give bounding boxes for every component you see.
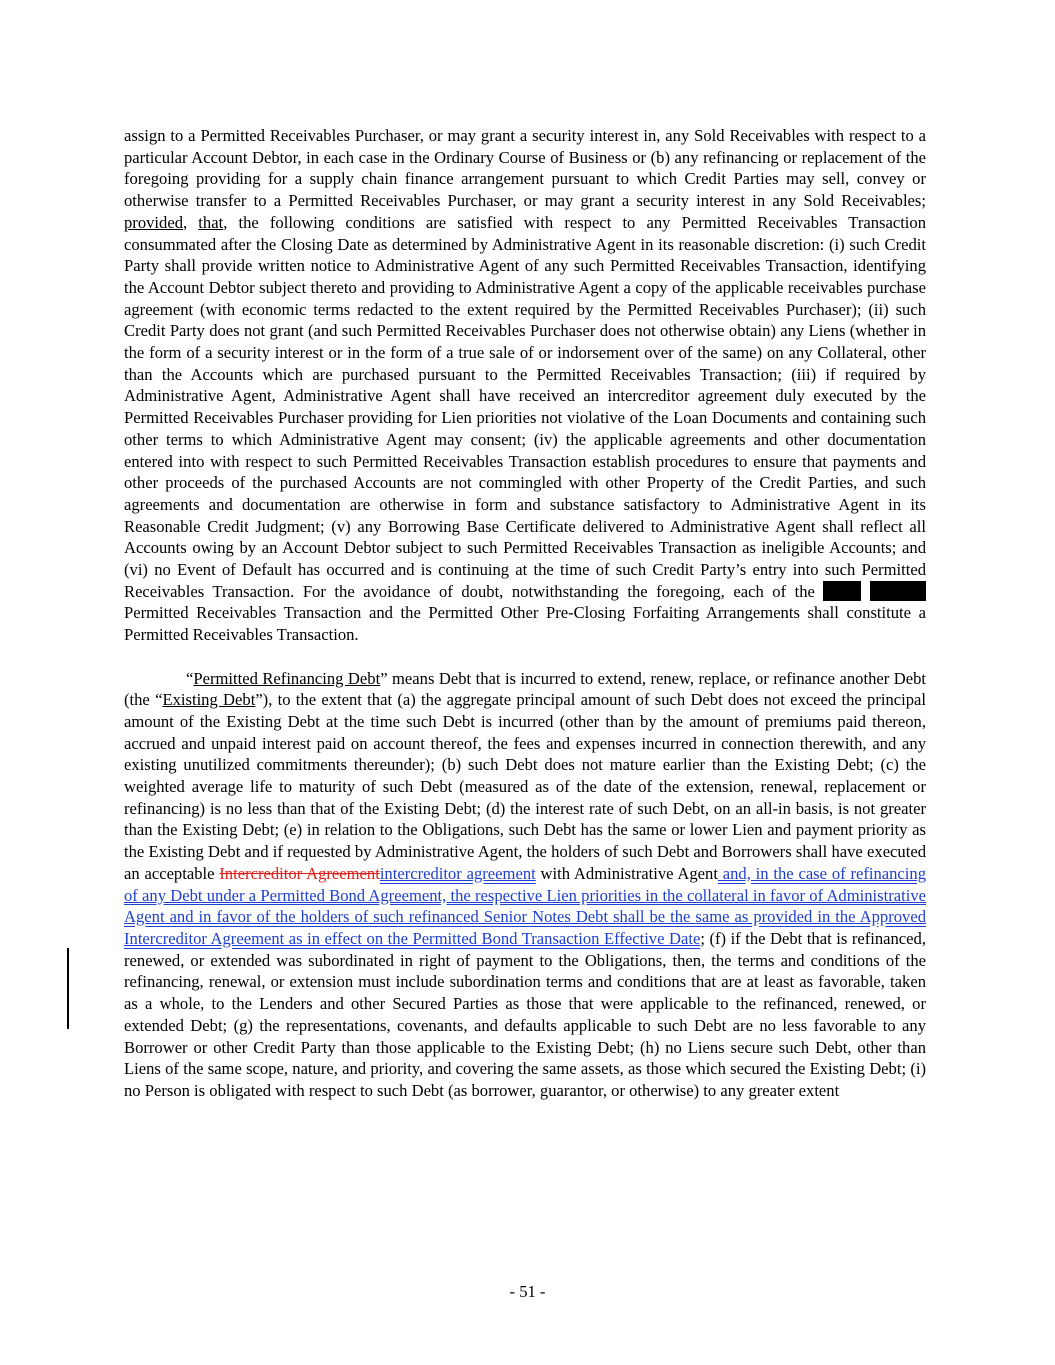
page-number: - 51 -: [509, 1282, 546, 1301]
defined-term-existing-debt: Existing Debt: [162, 690, 256, 710]
change-bar: [67, 948, 69, 1029]
defined-term: Permitted Refinancing Debt: [193, 668, 381, 688]
document-body: [124, 125, 926, 1102]
deleted-text: Intercreditor Agreement: [219, 863, 380, 883]
inserted-text: and, in the case of refinancing of any Debt under a Permitted Bond Agreement, the respective Lien priorities in the collateral in favor of Administrative Agent and in favor of the holders of such refinanced Senior Notes Debt shall be the same as provided in the Approved Intercreditor Agreement as in effect on the Permitted Bond Transaction Effective Date: [124, 863, 926, 948]
paragraph-receivables: assign to a Permitted Receivables Purchaser, or may grant a security interest in, any Sold Receivables with respect to a particular Account Debtor, in each case in the Ordinary Course of Business or (b) any refinancing or replacement of the foregoing providing for a supply chain finance arrangement pursuant to which Credit Parties may sell, convey or otherwise transfer to a Permitted Receivables Purchaser, or may grant a security interest in any Sold Receivables; provided, that, the following conditions are satisfied with respect to any Permitted Receivables Transaction consummated after the Closing Date as determined by Administrative Agent in its reasonable discretion: (i) such Credit Party shall provide written notice to Administrative Agent of any such Permitted Receivables Transaction, identifying the Account Debtor subject thereto and providing to Administrative Agent a copy of the applicable receivables purchase agreement (with economic terms redacted to the extent required by the Permitted Receivables Purchaser); (ii) such Credit Party does not grant (and such Permitted Receivables Purchaser does not otherwise obtain) any Liens (whether in the form of a security interest or in the form of a true sale of or indorsement over of the same) on any Collateral, other than the Accounts which are purchased pursuant to the Permitted Receivables Transaction; (iii) if required by Administrative Agent, Administrative Agent shall have received an intercreditor agreement duly executed by the Permitted Receivables Purchaser providing for Lien priorities not violative of the Loan Documents and containing such other terms to which Administrative Agent may consent; (iv) the applicable agreements and other documentation entered into with respect to such Permitted Receivables Transaction establish procedures to ensure that payments and other proceeds of the purchased Accounts are not commingled with other Property of the Credit Parties, and such agreements and documentation are otherwise in form and substance satisfactory to Administrative Agent in its Reasonable Credit Judgment; (v) any Borrowing Base Certificate delivered to Administrative Agent shall reflect all Accounts owing by an Account Debtor subject to such Permitted Receivables Transaction as ineligible Accounts; and (vi) no Event of Default has occurred and is continuing at the time of such Credit Party’s entry into such Permitted Receivables Transaction. For the avoidance of doubt, notwithstanding the foregoing, each of the Permitted Receivables Transaction and the Permitted Other Pre-Closing Forfaiting Arrangements shall constitute a Permitted Receivables Transaction.: [124, 126, 927, 645]
paragraph-permitted-refinancing-debt: “Permitted Refinancing Debt” means Debt that is incurred to extend, renew, replace, or refinance another Debt (the “Existing Debt”), to the extent that (a) the aggregate principal amount of such Debt does not exceed the principal amount of the Existing Debt at the time such Debt is incurred (other than by the amount of premiums paid thereon, accrued and unpaid interest paid on account thereof, the fees and expenses incurred in connection therewith, and any existing unutilized commitments thereunder); (b) such Debt does not mature earlier than the Existing Debt; (c) the weighted average life to maturity of such Debt (measured as of the date of the extension, renewal, replacement or refinancing) is no less than that of the Existing Debt; (d) the interest rate of such Debt, on an all-in basis, is not greater than the Existing Debt; (e) in relation to the Obligations, such Debt has the same or lower Lien and payment priority as the Existing Debt and if requested by Administrative Agent, the holders of such Debt and Borrowers shall have executed an acceptable Intercreditor Agreementintercreditor agreement with Administrative Agent and, in the case of refinancing of any Debt under a Permitted Bond Agreement, the respective Lien priorities in the collateral in favor of Administrative Agent and in favor of the holders of such refinanced Senior Notes Debt shall be the same as provided in the Approved Intercreditor Agreement as in effect on the Permitted Bond Transaction Effective Date; (f) if the Debt that is refinanced, renewed, or extended was subordinated in right of payment to the Obligations, then, the terms and conditions of the refinancing, renewal, or extension must include subordination terms and conditions that are at least as favorable, taken as a whole, to the Lenders and other Secured Parties as those that were applicable to the refinanced, renewed, or extended Debt; (g) the representations, covenants, and defaults applicable to such Debt are no less favorable to any Borrower or other Credit Party than those applicable to the Existing Debt; (h) no Liens secure such Debt, other than Liens of the same scope, nature, and priority, and covering the same assets, as those which secured the Existing Debt; (i) no Person is obligated with respect to such Debt (as borrower, guarantor, or otherwise) to any greater extent: [124, 668, 927, 1100]
term-provided: provided: [124, 212, 183, 232]
redaction-box: [870, 581, 926, 601]
term-that: that: [198, 212, 224, 232]
inserted-text: intercreditor agreement: [379, 863, 536, 883]
redaction-box: [823, 581, 861, 601]
